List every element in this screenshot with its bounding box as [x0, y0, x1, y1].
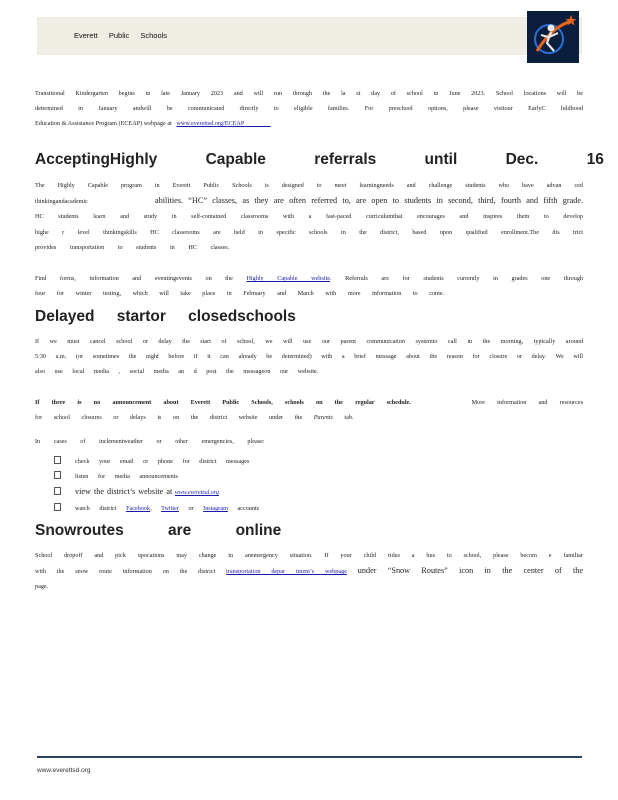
intro-line: Transitional Kindergarten begins in late January 2023 and will run through the la st day of school in June 2023. School locations will be — [35, 90, 583, 97]
body-line: School dropoff and pick upocations may change in anemergency situation. If your child rides a bus to school, please becom e familiar — [35, 552, 583, 559]
footer-divider — [37, 756, 582, 758]
body-text: with the snow route information on the district — [35, 568, 216, 576]
bold-text: If there is no announcement about Everett Public Schools, schools on the regular schedule. — [35, 399, 411, 406]
twitter-link[interactable]: Twitter — [161, 505, 179, 512]
body-line — [35, 271, 583, 286]
body-line — [35, 563, 583, 579]
intro-line — [35, 116, 583, 131]
body-line: If we must cancel school or delay the start of school, we will use our parent communication systemto call in the morning, typically around — [35, 338, 583, 345]
body-text: for school closures or delays is on the district website under the — [35, 414, 303, 422]
emergency-paragraph — [35, 434, 583, 449]
body-line: provides transportation to students in HC classes. — [35, 243, 230, 251]
list-item-text: check your email or phone for district messages — [75, 458, 250, 465]
section-heading-highly-capable: AcceptingHighly Capable referrals until Dec. 16 — [35, 151, 604, 168]
eceap-link-underline — [244, 120, 270, 127]
highly-capable-forms-paragraph — [35, 271, 583, 301]
parents-tab-label: Parents — [313, 414, 333, 422]
list-item — [54, 469, 259, 484]
body-line: four for winter testing, which will take place in February and March with more information to come. — [35, 290, 445, 298]
highly-capable-website-link[interactable]: Highly Capable website — [246, 275, 330, 282]
body-text: More information and resources — [471, 399, 583, 406]
no-announcement-paragraph — [35, 395, 583, 425]
list-item-text: listen for media announcements — [75, 473, 178, 480]
instagram-link[interactable]: Instagram — [203, 505, 228, 512]
body-line: also use local media , social media an d post the messageon our website. — [35, 368, 319, 376]
eceap-link[interactable]: www.everettsd.org/ECEAP — [176, 120, 245, 128]
list-item-text: view the district’s website at — [75, 487, 173, 496]
list-item-text: accounts — [237, 505, 260, 512]
school-logo-icon — [527, 11, 579, 63]
delayed-start-paragraph — [35, 334, 583, 380]
transportation-webpage-link[interactable] — [226, 568, 347, 575]
district-website-link[interactable]: www.everettsd.org — [174, 490, 219, 496]
facebook-link[interactable]: Facebook — [126, 505, 151, 512]
list-item-text: watch district — [75, 505, 117, 512]
body-line: In cases of inclementweather or other emergencies, please: — [35, 438, 265, 445]
list-item — [54, 501, 259, 516]
bullet-box-icon — [54, 503, 61, 511]
body-line — [35, 410, 583, 425]
body-text: abilities. “HC” classes, as they are often referred to, are open to students in second, third, fourth and fifth grade. — [155, 196, 584, 206]
section-heading-delayed-start: Delayed startor closedschools — [35, 308, 296, 325]
list-separator: , — [150, 505, 152, 512]
body-text: tab. — [344, 414, 354, 422]
body-line: highe r level thinkingskills HC classrooms are held in specific schools in the district, based upon qualified enrollment.The dis trict — [35, 228, 583, 236]
section-heading-snow-routes: Snowroutes are online — [35, 522, 282, 539]
intro-text: Education & Assistance Program (ECEAP) webpage at — [35, 120, 172, 128]
link-text: transportation depar tment’s webpage — [226, 568, 347, 576]
footer-url: www.everettsd.org — [37, 767, 91, 774]
intro-line: determined in January andwill be communicated directly to eligible families. For preschool options, please visitour EarlyC hildhood — [35, 105, 583, 113]
body-line — [35, 193, 583, 209]
body-line: The Highly Capable program in Everett Public Schools is designed to meet learningneeds and challenge students who have advan ced — [35, 182, 583, 189]
org-name: Everett Public Schools — [74, 31, 168, 40]
list-item — [54, 484, 259, 501]
body-line — [35, 395, 583, 410]
body-line: HC students learn and study in self-contained classrooms with a fast-paced curriculumthat encourages and inspires them to develop — [35, 213, 583, 221]
body-line: page. — [35, 583, 49, 591]
emergency-bullet-list — [54, 454, 259, 516]
snow-routes-paragraph — [35, 548, 583, 595]
body-line: 5:30 a.m. (or sometimes the night before if it can already be determined) with a brief message about the reason for closure or delay. We will — [35, 353, 583, 361]
body-text: . Referrals are for students currently in grades one through — [330, 275, 584, 282]
highly-capable-paragraph — [35, 178, 583, 255]
bullet-box-icon — [54, 487, 61, 495]
body-text: under “Snow Routes” icon in the center of the — [357, 566, 584, 576]
bullet-box-icon — [54, 471, 61, 479]
body-text: Find forms, information and eventingevents on the — [35, 275, 233, 282]
list-item-text: or — [188, 505, 194, 512]
list-item — [54, 454, 259, 469]
intro-paragraph — [35, 86, 583, 132]
body-text: thinkingandacademic — [35, 198, 88, 206]
bullet-box-icon — [54, 456, 61, 464]
